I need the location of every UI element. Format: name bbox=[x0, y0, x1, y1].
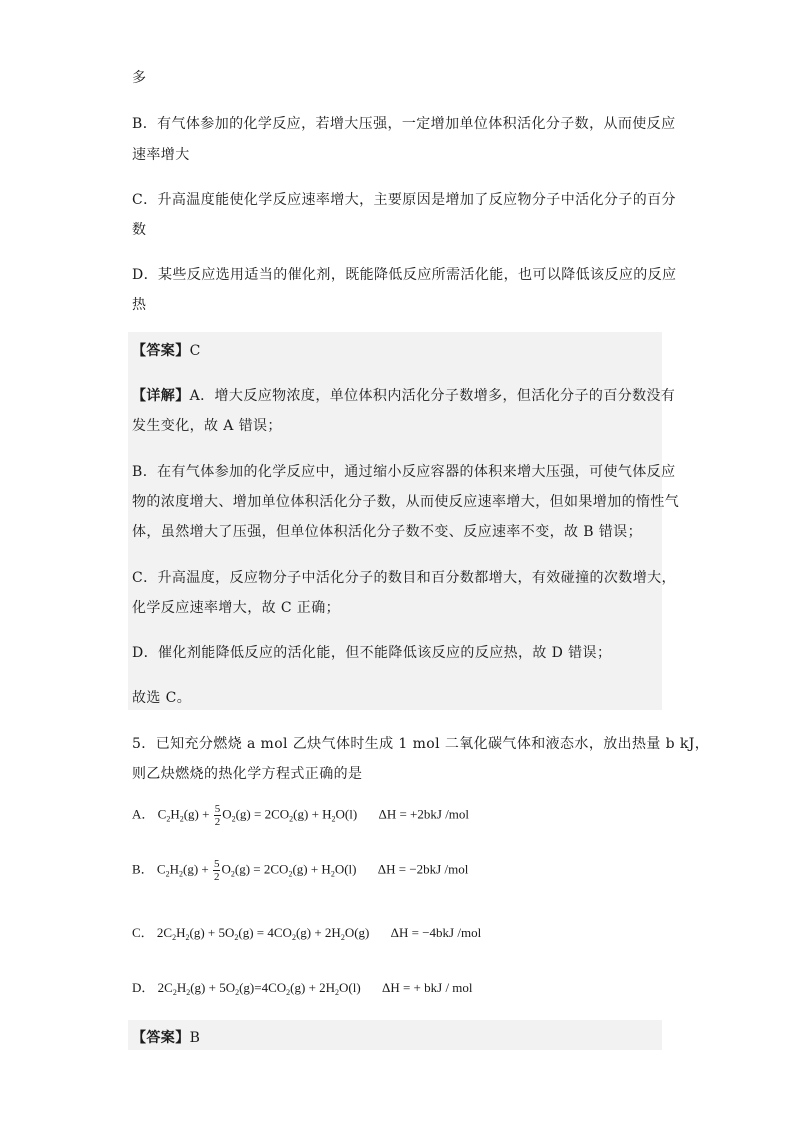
q5-option-c-label: C． bbox=[132, 925, 154, 940]
detail-conclusion: 故选 C。 bbox=[132, 690, 192, 706]
detail-b-line2: 物的浓度增大、增加单位体积活化分子数，从而使反应速率增大，但如果增加的惰性气 bbox=[132, 494, 680, 510]
answer5-line bbox=[132, 1027, 200, 1047]
answer4-value: C bbox=[189, 343, 201, 359]
q5-option-a-dh: ΔH = +2bkJ /mol bbox=[378, 806, 470, 822]
q5-option-b-label: B． bbox=[132, 861, 154, 877]
q5-option-a-label: A． bbox=[132, 806, 155, 822]
detail-c-line1: C．升高温度，反应物分子中活化分子的数目和百分数都增大，有效碰撞的次数增大， bbox=[132, 570, 676, 586]
detail-a-text: A．增大反应物浓度，单位体积内活化分子数增多，但活化分子的百分数没有 bbox=[189, 388, 676, 404]
q5-option-b-dh: ΔH = −2bkJ /mol bbox=[377, 861, 469, 877]
answer4-label: 【答案】 bbox=[132, 343, 190, 359]
prev-option-c-line1: C．升高温度能使化学反应速率增大，主要原因是增加了反应物分子中活化分子的百分 bbox=[132, 192, 676, 208]
detail-label: 【详解】 bbox=[132, 388, 190, 404]
detail-d-line: D．催化剂能降低反应的活化能，但不能降低该反应的反应热，故 D 错误； bbox=[132, 645, 612, 661]
q5-option-c-dh: ΔH = −4bkJ /mol bbox=[390, 925, 482, 940]
q5-option-d: D． $2C_2H_2(g) + 5O_2(g)=4CO_2(g) + 2H_2O(l) \Delta H$ = + bkJ / mol bbox=[132, 980, 473, 997]
frac-five-halves: $\frac{5}{2}$ bbox=[213, 858, 220, 883]
q5-stem-line1: 5．已知充分燃烧 a mol 乙炔气体时生成 1 mol 二氧化碳气体和液态水，放出热量 b kJ， bbox=[132, 736, 710, 752]
answer5-background bbox=[128, 1020, 662, 1050]
detail-c-line2: 化学反应速率增大，故 C 正确； bbox=[132, 600, 341, 616]
answer5-value: B bbox=[189, 1030, 201, 1046]
detail-b-line1: B．在有气体参加的化学反应中，通过缩小反应容器的体积来增大压强，可使气体反应 bbox=[132, 464, 676, 480]
q5-option-d-dh: ΔH = + bkJ / mol bbox=[381, 980, 473, 995]
frac-five-halves: $\frac{5}{2}$ bbox=[214, 803, 221, 828]
detail-a-line1 bbox=[132, 385, 675, 405]
prev-option-b-line1: B．有气体参加的化学反应，若增大压强，一定增加单位体积活化分子数，从而使反应 bbox=[132, 116, 676, 132]
prev-option-b-line2: 速率增大 bbox=[132, 147, 190, 163]
prev-option-c-line2: 数 bbox=[132, 222, 147, 238]
q5-option-b: B． $C_2H_2(g)$ + $\frac{5}{2}$ $O_2(g) = 2CO_2(g) + H_2O(l) \Delta H = -2bkJ$ /mol bbox=[132, 858, 469, 883]
detail-a-line2: 发生变化，故 A 错误； bbox=[132, 418, 282, 434]
q5-option-d-label: D． bbox=[132, 980, 155, 995]
prev-option-d-line1: D．某些反应选用适当的催化剂，既能降低反应所需活化能，也可以降低该反应的反应 bbox=[132, 267, 677, 283]
detail-b-line3: 体，虽然增大了压强，但单位体积活化分子数不变、反应速率不变，故 B 错误； bbox=[132, 524, 642, 540]
q5-stem-line2: 则乙炔燃烧的热化学方程式正确的是 bbox=[132, 766, 363, 782]
answer4-line bbox=[132, 340, 201, 360]
q5-option-a: A． $C_2H_2(g)$ + $\frac{5}{2}$ $O_2(g) = 2CO_2(g) + H_2O(l) \Delta H = +2bkJ$ /mol bbox=[132, 803, 470, 828]
prev-option-a-tail: 多 bbox=[132, 70, 147, 86]
prev-option-d-line2: 热 bbox=[132, 297, 147, 313]
q5-option-c: C． $2C_2H_2(g) + 5O_2(g) = 4CO_2(g) + 2H_2O(g) \Delta H = -4bkJ$ /mol bbox=[132, 925, 482, 942]
answer5-label: 【答案】 bbox=[132, 1030, 190, 1046]
